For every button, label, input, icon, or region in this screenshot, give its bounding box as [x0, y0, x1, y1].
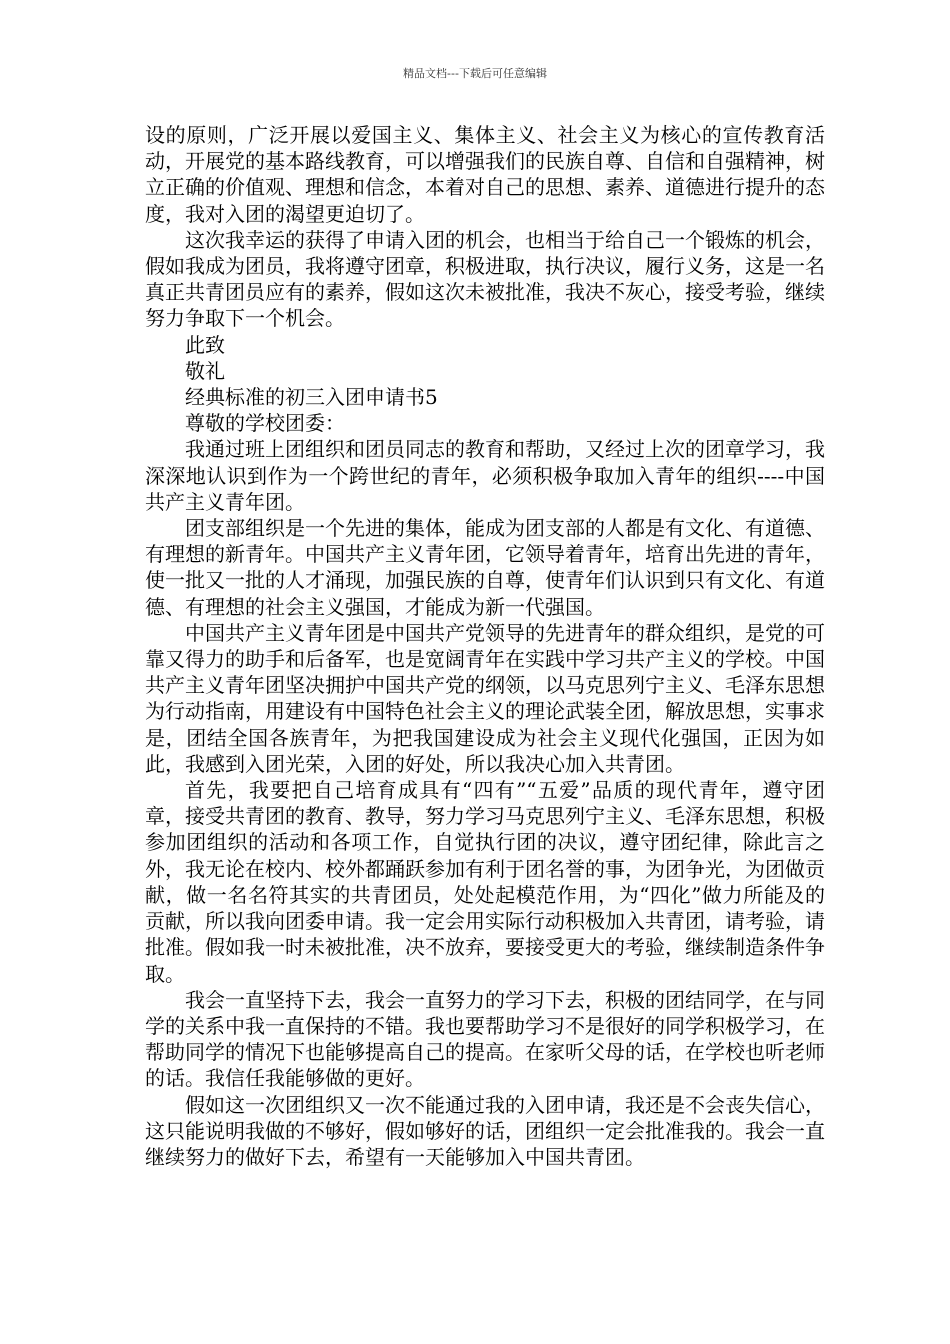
section-title: 经典标准的初三入团申请书5 — [185, 385, 438, 410]
closing-regards: 敬礼 — [185, 358, 225, 383]
page-header: 精品文档---下载后可任意编辑 — [403, 67, 547, 80]
paragraph: 这次我幸运的获得了申请入团的机会，也相当于给自己一个锻炼的机会，假如我成为团员，我将遵守团章，积极进取，执行决议，履行义务，这是一名真正共青团员应有的素养，假如这次未被批准，我决不灰心，接受考验，继续努力争取下一个机会。 — [145, 227, 825, 331]
paragraph: 假如这一次团组织又一次不能通过我的入团申请，我还是不会丧失信心，这只能说明我做的不够好，假如够好的话，团组织一定会批准我的。我会一直继续努力的做好下去，希望有一天能够加入中国共青团。 — [145, 1092, 825, 1169]
paragraph: 首先，我要把自己培育成具有“四有”“五爱”品质的现代青年，遵守团章，接受共青团的教育、教导，努力学习马克思列宁主义、毛泽东思想，积极参加团组织的活动和各项工作，自觉执行团的决议，遵守团纪律，除此言之外，我无论在校内、校外都踊跃参加有利于团名誉的事，为团争光，为团做贡献，做一名名符其实的共青团员，处处起模范作用，为“四化”做力所能及的贡献，所以我向团委申请。我一定会用实际行动积极加入共青团，请考验，请批准。假如我一时未被批准，决不放弃，要接受更大的考验，继续制造条件争取。 — [145, 778, 825, 986]
document-body — [145, 122, 825, 1170]
closing-salutation: 此致 — [185, 332, 225, 357]
paragraph-continuation: 设的原则，广泛开展以爱国主义、集体主义、社会主义为核心的宣传教育活动，开展党的基本路线教育，可以增强我们的民族自尊、自信和自强精神，树立正确的价值观、理想和信念，本着对自己的思想、素养、道德进行提升的态度，我对入团的渴望更迫切了。 — [145, 123, 825, 226]
salutation: 尊敬的学校团委： — [185, 411, 345, 436]
paragraph: 我会一直坚持下去，我会一直努力的学习下去，积极的团结同学，在与同学的关系中我一直保持的不错。我也要帮助学习不是很好的同学积极学习，在帮助同学的情况下也能够提高自己的提高。在家听父母的话，在学校也听老师的话。我信任我能够做的更好。 — [145, 987, 825, 1091]
paragraph: 我通过班上团组织和团员同志的教育和帮助，又经过上次的团章学习，我深深地认识到作为一个跨世纪的青年，必须积极争取加入青年的组织----中国共产主义青年团。 — [145, 437, 825, 514]
paragraph: 团支部组织是一个先进的集体，能成为团支部的人都是有文化、有道德、有理想的新青年。中国共产主义青年团，它领导着青年，培育出先进的青年，使一批又一批的人才涌现，加强民族的自尊，使青年们认识到只有文化、有道德、有理想的社会主义强国，才能成为新一代强国。 — [145, 516, 825, 619]
paragraph: 中国共产主义青年团是中国共产党领导的先进青年的群众组织，是党的可靠又得力的助手和后备军，也是宽阔青年在实践中学习共产主义的学校。中国共产主义青年团坚决拥护中国共产党的纲领，以马克思列宁主义、毛泽东思想为行动指南，用建设有中国特色社会主义的理论武装全团，解放思想，实事求是，团结全国各族青年，为把我国建设成为社会主义现代化强国，正因为如此，我感到入团光荣，入团的好处，所以我决心加入共青团。 — [145, 620, 825, 776]
